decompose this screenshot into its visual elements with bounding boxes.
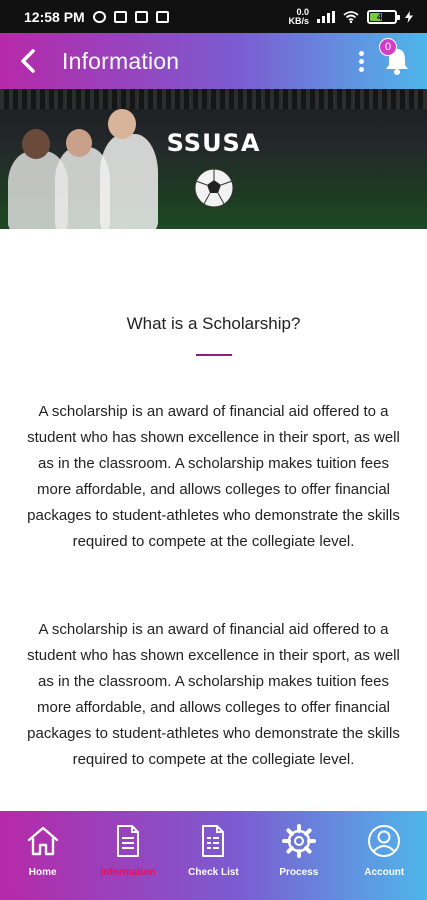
ssusa-logo: SSUSA xyxy=(166,129,261,157)
notification-badge: 0 xyxy=(379,38,397,56)
header-actions xyxy=(351,41,427,77)
alarm-icon xyxy=(93,11,106,23)
nav-label: Information xyxy=(100,867,156,878)
more-options-button[interactable] xyxy=(351,46,371,76)
nav-item-account[interactable] xyxy=(344,823,424,878)
status-bar-right xyxy=(288,8,413,26)
paragraph: A scholarship is an award of financial aid offered to a student who has shown excellence in their sport, as well as in the classroom. A scholarship makes tuition fees more affordable, and allows colleges to offer financial packages to student-athletes who demonstrate the skills required to compete at the collegiate level. xyxy=(27,403,400,550)
nav-label: Process xyxy=(279,867,319,878)
kebab-dot xyxy=(359,51,364,56)
checklist-icon xyxy=(195,823,231,859)
nav-label: Account xyxy=(364,867,405,878)
kebab-dot xyxy=(359,67,364,72)
title-divider xyxy=(196,354,232,356)
wifi-icon xyxy=(343,11,359,23)
home-icon xyxy=(25,823,61,859)
page-title: Information xyxy=(62,47,180,74)
user-icon xyxy=(366,823,402,859)
status-time: 12:58 PM xyxy=(24,8,85,25)
back-button[interactable] xyxy=(0,33,56,89)
message-icon xyxy=(114,11,127,23)
nav-label: Home xyxy=(28,867,57,878)
status-bar-left xyxy=(24,9,169,25)
signal-icon xyxy=(317,11,335,23)
back-arrow-icon xyxy=(18,49,38,73)
document-icon xyxy=(110,823,146,859)
network-speed-value: 0.0 xyxy=(296,6,309,17)
information-content xyxy=(0,229,427,811)
gmail-icon xyxy=(156,11,169,23)
soccer-ball-icon xyxy=(194,168,234,208)
app-header xyxy=(0,33,427,89)
battery-icon xyxy=(367,10,397,24)
stadium-lights xyxy=(0,89,427,109)
nav-item-process[interactable] xyxy=(259,823,339,878)
charging-icon xyxy=(405,11,413,23)
section-title: What is a Scholarship? xyxy=(126,314,301,333)
nav-item-home[interactable] xyxy=(3,823,83,878)
bottom-navigation xyxy=(0,811,427,900)
battery-percent: 47 xyxy=(376,11,387,22)
kebab-dot xyxy=(359,59,364,64)
nav-item-information[interactable] xyxy=(88,823,168,878)
hero-banner xyxy=(0,89,427,229)
notifications-button[interactable] xyxy=(381,41,413,77)
nav-label: Check List xyxy=(188,867,239,878)
network-speed xyxy=(288,8,309,26)
paragraph: A scholarship is an award of financial aid offered to a student who has shown excellence in their sport, as well as in the classroom. A scholarship makes tuition fees more affordable, and allows colleges to offer financial packages to student-athletes who demonstrate the skills required to compete at the collegiate level. xyxy=(27,621,400,768)
nav-item-check-list[interactable] xyxy=(173,823,253,878)
gear-icon xyxy=(281,823,317,859)
network-speed-unit: KB/s xyxy=(288,15,309,26)
status-bar xyxy=(0,0,427,33)
facebook-icon xyxy=(135,11,148,23)
